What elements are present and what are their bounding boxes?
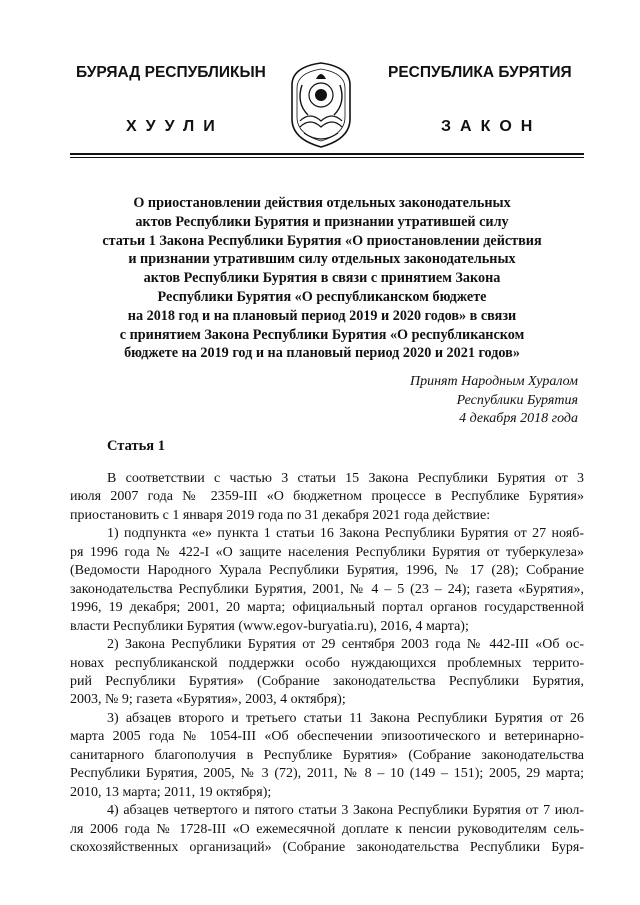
body-line-2: июля 2007 года № 2359-III «О бюджетном процессе в Республике Бурятия» — [70, 489, 584, 505]
adoption-line-3: 4 декабря 2018 года — [459, 411, 578, 426]
body-line-9: власти Республики Бурятия (www.egov-buryatia.ru), 2016, 4 марта); — [70, 618, 469, 634]
title-line-6: Республики Бурятия «О республиканском бюджете — [157, 288, 487, 305]
coat-of-arms-emblem — [288, 55, 354, 149]
body-line-1: В соответствии с частью 3 статьи 15 Закона Республики Бурятия от 3 — [107, 471, 584, 486]
title-line-1: О приостановлении действия отдельных законодательных — [133, 195, 511, 211]
header-right-law: ЗАКОН — [441, 118, 542, 135]
adoption-note — [410, 373, 578, 429]
adoption-line-2: Республики Бурятия — [456, 392, 578, 408]
body-line-12: рий Республики Бурятия» (Собрание законодательства Республики Бурятия, — [70, 673, 584, 689]
body-line-13: 2003, № 9; газета «Бурятия», 2003, 4 октября); — [70, 692, 346, 708]
title-line-5: актов Республики Бурятия в связи с принятием Закона — [143, 270, 501, 287]
title-line-3: статьи 1 Закона Республики Бурятия «О приостановлении действия — [102, 232, 542, 249]
title-line-8: с принятием Закона Республики Бурятия «О республиканском — [119, 326, 525, 343]
body-line-5: ря 1996 года № 422-I «О защите населения Республики Бурятия от туберкулеза» — [70, 544, 584, 560]
title-line-4: и признании утратившим силу отдельных законодательных — [128, 251, 516, 268]
body-line-4: 1) подпункта «е» пункта 1 статьи 16 Закона Республики Бурятия от 27 нояб- — [107, 526, 584, 542]
body-line-7: законодательства Республики Бурятия, 2001, № 4 – 5 (23 – 24); газета «Бурятия», — [70, 581, 584, 597]
header-left-title: БУРЯАД РЕСПУБЛИКЫН — [76, 64, 266, 81]
header-divider-thick — [70, 153, 584, 155]
body-line-14: 3) абзацев второго и третьего статьи 11 Закона Республики Бурятия от 26 — [107, 710, 584, 726]
title-line-7: на 2018 год и на плановый период 2019 и 2020 годов» в связи — [127, 307, 517, 324]
title-line-2: актов Республики Бурятия и признании утратившей силу — [135, 213, 509, 230]
header-divider-thin — [70, 157, 584, 158]
adoption-line-1: Принят Народным Хуралом — [409, 374, 578, 389]
body-line-17: Республики Бурятия, 2005, № 3 (72), 2011, № 8 – 10 (149 – 151); 2005, 29 марта; — [70, 766, 584, 782]
body-line-10: 2) Закона Республики Бурятия от 29 сентября 2003 года № 442-III «Об ос- — [107, 637, 584, 653]
body-line-20: ля 2006 года № 1728-III «О ежемесячной доплате к пенсии руководителям сель- — [70, 821, 584, 837]
body-line-11: новах республиканской поддержки особо нуждающихся проблемных террито- — [70, 655, 584, 671]
title-line-9: бюджете на 2019 год и на плановый период 2020 и 2021 годов» — [124, 345, 520, 362]
header-right-title: РЕСПУБЛИКА БУРЯТИЯ — [388, 64, 572, 81]
body-line-3: приостановить с 1 января 2019 года по 31 декабря 2021 года действие: — [70, 507, 491, 523]
law-title — [90, 194, 554, 363]
header-left-law: ХУУЛИ — [126, 118, 224, 135]
body-line-18: 2010, 13 марта; 2011, 19 октября); — [70, 784, 272, 800]
body-line-21: скохозяйственных организаций» (Собрание законодательства Республики Буря- — [70, 840, 584, 856]
article-body — [70, 470, 584, 858]
body-line-16: санитарного благополучия в Республике Бурятия» (Собрание законодательства — [70, 747, 584, 763]
article-heading: Статья 1 — [107, 438, 165, 454]
body-line-19: 4) абзацев четвертого и пятого статьи 3 Закона Республики Бурятия от 7 июл- — [107, 803, 584, 819]
body-line-15: марта 2005 года № 1054-III «Об обеспечении эпизоотического и ветеринарно- — [70, 729, 584, 745]
body-line-6: (Ведомости Народного Хурала Республики Бурятия, 1996, № 17 (28); Собрание — [70, 563, 584, 579]
body-line-8: 1996, 19 декабря; 2001, 20 марта; официальный портал органов государственной — [70, 600, 584, 616]
